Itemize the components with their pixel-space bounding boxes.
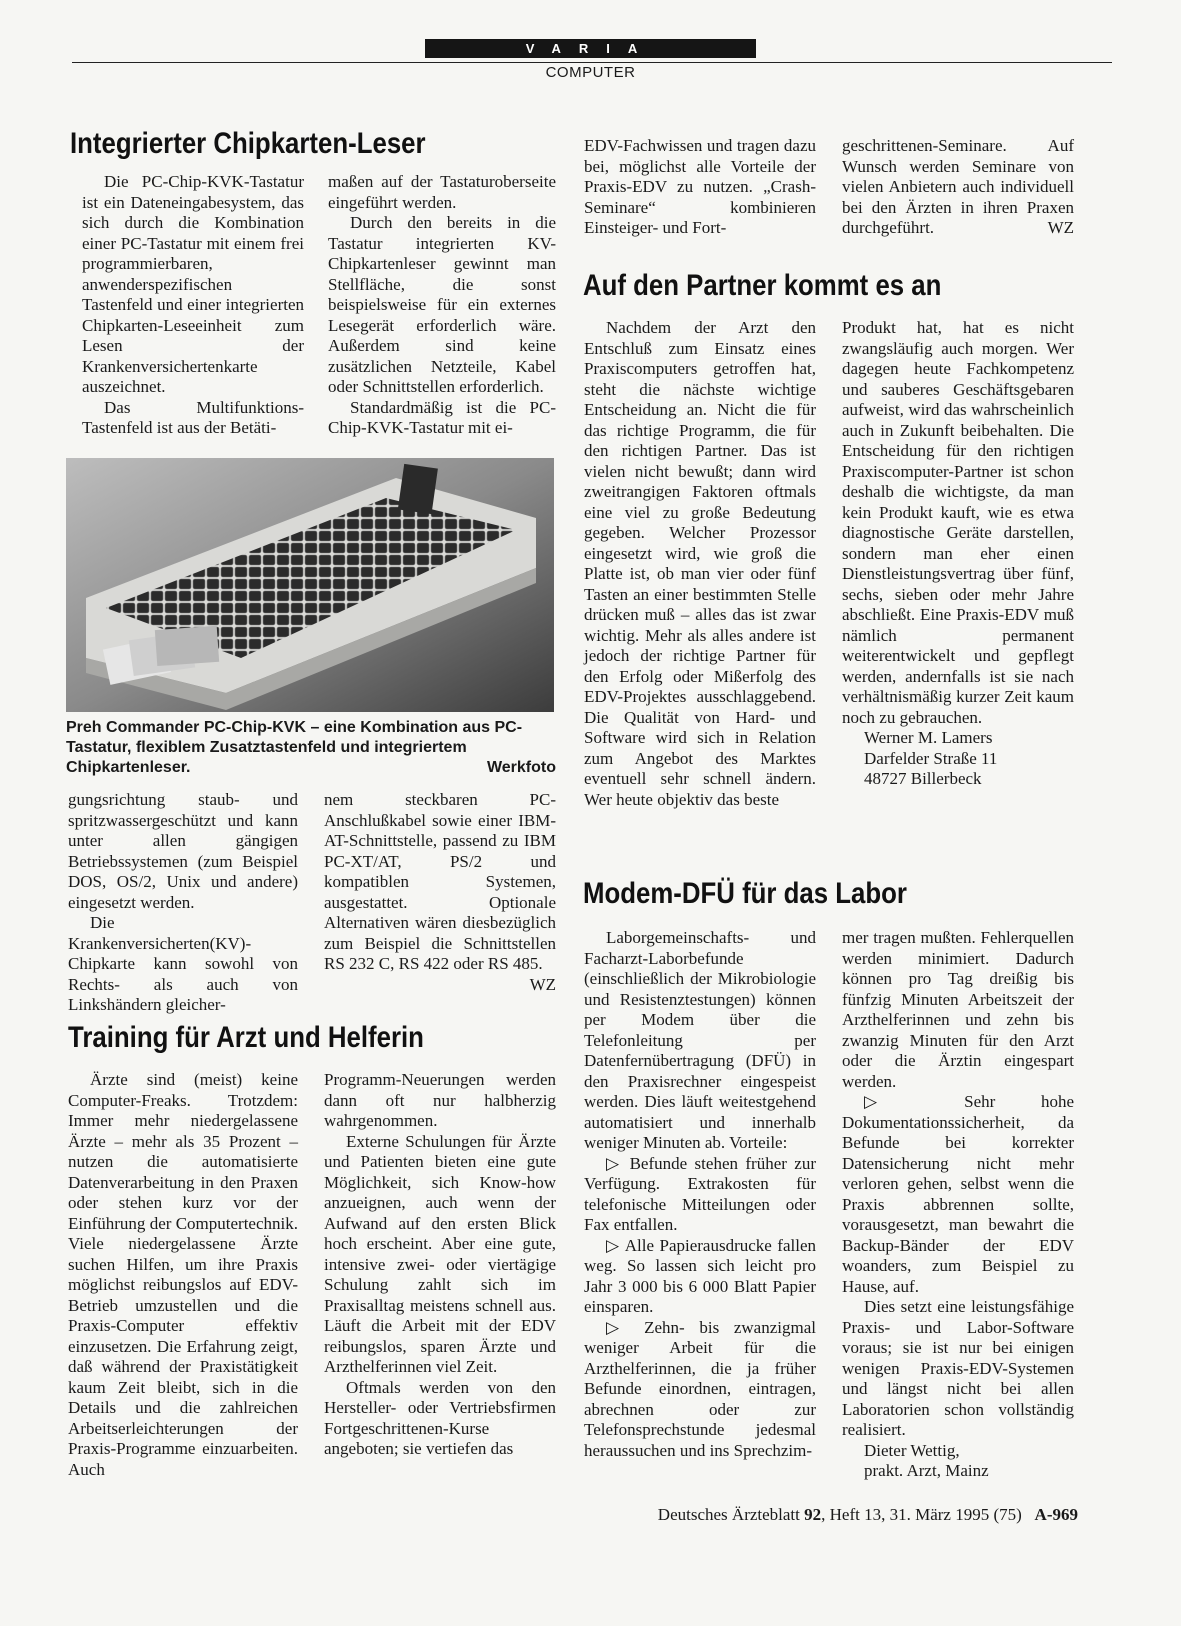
journal-issue: , Heft 13, 31. März 1995 (75) bbox=[821, 1505, 1022, 1524]
paragraph: Oftmals werden von den Hersteller- oder Vertriebsfirmen Fortgeschrittenen-Kurse angeboten; sie vertiefen das bbox=[324, 1377, 556, 1458]
paragraph: Nachdem der Arzt den Entschluß zum Einsatz eines Praxiscomputers getroffen hat, steht die nächste wichtige Entscheidung an. Nicht die für das richtige Programm, die für den richtigen Partner. Das ist vielen nicht bewußt; dann wird zweitrangigen Faktoren oftmals eine viel zu große Bedeutung gegeben. Welcher Prozessor eingesetzt wird, wie groß die Platte ist, ob man vier oder fünf Tasten an einer bestimmten Stelle drücken muß – alles das ist zwar wichtig. Mehr als alles andere ist jedoch der richtige Partner für den Erfolg oder Mißerfolg des EDV-Projektes ausschlaggebend. Die Qualität von Hard- und Software wird sich in Relation zum Angebot des Marktes eventuell sehr schnell ändern. Wer heute objektiv das beste bbox=[584, 318, 816, 809]
page-footer bbox=[578, 1505, 1078, 1525]
section-label: VARIA bbox=[425, 39, 756, 58]
article-4-signature-name: Dieter Wettig, bbox=[864, 1440, 960, 1460]
header-rule bbox=[72, 62, 1112, 63]
article-2-author: WZ bbox=[1047, 218, 1074, 237]
article-3-signature-city: 48727 Billerbeck bbox=[864, 769, 982, 788]
paragraph: Externe Schulungen für Ärzte und Patienten bieten eine gute Möglichkeit, sich Know-how anzueignen, auch wenn der Aufwand auf den ersten Blick hoch erscheint. Aber eine gute, intensive zwei- oder viertägige Schulung zahlt sich im Praxisalltag meistens schnell aus. Läuft die Arbeit mit der EDV reibungslos, sparen Ärzte und Arzthelferinnen viel Zeit. bbox=[324, 1131, 556, 1376]
paragraph: gungsrichtung staub- und spritzwassergeschützt und kann unter allen gängigen Betriebssystemen (zum Beispiel DOS, OS/2, Unix und andere) eingesetzt werden. bbox=[68, 790, 298, 912]
article-4-col-2 bbox=[842, 928, 1074, 1482]
article-3-signature-name: Werner M. Lamers bbox=[864, 728, 993, 747]
paragraph: ▷ Alle Papierausdrucke fallen weg. So lassen sich leicht pro Jahr 3 000 bis 6 000 Blatt Papier einsparen. bbox=[584, 1235, 816, 1316]
caption-text: Preh Commander PC-Chip-KVK – eine Kombination aus PC-Tastatur, flexiblem Zusatztastenfeld und integriertem Chipkartenleser. bbox=[66, 719, 523, 776]
paragraph: maßen auf der Tastaturoberseite eingeführt werden. bbox=[328, 172, 556, 212]
paragraph: geschrittenen-Seminare. Auf Wunsch werden Seminare von vielen Anbietern auch individuell bei den Ärzten in ihren Praxen durchgeführt. bbox=[842, 136, 1074, 237]
article-3-col-1 bbox=[584, 318, 816, 810]
paragraph: Laborgemeinschafts- und Facharzt-Laborbefunde (einschließlich der Mikrobiologie und Resistenztestungen) können per Modem über die Telefonleitung per Datenfernübertragung (DFÜ) in den Praxisrechner eingespeist werden. Dies läuft weitestgehend automatisiert und innerhalb weniger Minuten ab. Vorteile: bbox=[584, 928, 816, 1152]
article-2-col-2 bbox=[324, 1070, 556, 1460]
keyboard-illustration bbox=[66, 458, 554, 712]
photo-credit: Werkfoto bbox=[486, 759, 556, 776]
paragraph: EDV-Fachwissen und tragen dazu bei, möglichst alle Vorteile der Praxis-EDV zu nutzen. „Crash-Seminare“ kombinieren Einsteiger- und Fort- bbox=[584, 136, 816, 237]
journal-volume: 92 bbox=[804, 1505, 822, 1524]
paragraph: Produkt hat, hat es nicht zwangsläufig auch morgen. Wer dagegen heute Fachkompetenz und sauberes Geschäftsgebaren aufweist, wird das wahrscheinlich auch in Zukunft beibehalten. Die Entscheidung für den richtigen Praxiscomputer-Partner ist schon deshalb die wichtigste, da man kein Produkt kauft, wie es etwa diagnostische Geräte darstellen, sondern man eher einen Dienstleistungsvertrag über fünf, sechs, sieben oder mehr Jahre abschließt. Eine Praxis-EDV muß nämlich permanent weiterentwickelt und gepflegt werden, andernfalls ist sie nach verhältnismäßig kurzer Zeit kaum noch zu gebrauchen. bbox=[842, 318, 1074, 727]
paragraph: mer tragen mußten. Fehlerquellen werden minimiert. Dadurch können pro Tag dreißig bis fünfzig Minuten Arbeitszeit der Arzthelferinnen und zehn bis zwanzig Minuten für den Arzt oder die Ärztin eingespart werden. bbox=[842, 928, 1074, 1091]
subsection-label: COMPUTER bbox=[545, 64, 636, 81]
paragraph: nem steckbaren PC-Anschlußkabel sowie einer IBM-AT-Schnittstelle, passend zu IBM PC-XT/AT, PS/2 und kompatiblen Systemen, ausgestattet. Optionale Alternativen wären diesbezüglich zum Beispiel die Schnittstellen RS 232 C, RS 422 oder RS 485. bbox=[324, 790, 556, 973]
keyboard-photo bbox=[66, 458, 554, 712]
article-4-headline: Modem-DFÜ für das Labor bbox=[583, 877, 907, 910]
article-3-headline: Auf den Partner kommt es an bbox=[583, 269, 942, 302]
article-2-col-1 bbox=[68, 1070, 298, 1480]
page-number: A-969 bbox=[1034, 1505, 1078, 1524]
article-4-col-1 bbox=[584, 928, 816, 1461]
article-1-col-4 bbox=[324, 790, 556, 995]
article-1-headline: Integrierter Chipkarten-Leser bbox=[70, 127, 426, 160]
paragraph: ▷ Befunde stehen früher zur Verfügung. Extrakosten für telefonische Mitteilungen oder Fax entfallen. bbox=[584, 1153, 816, 1234]
article-3-col-2 bbox=[842, 318, 1074, 790]
article-1-author: WZ bbox=[529, 974, 556, 994]
paragraph: Durch den bereits in die Tastatur integrierten KV-Chipkartenleser gewinnt man Stellfläche, die sonst beispielsweise für ein externes Lesegerät erforderlich wäre. Außerdem sind keine zusätzlichen Netzteile, Kabel oder Schnittstellen erforderlich. bbox=[328, 213, 556, 396]
photo-caption bbox=[66, 718, 556, 778]
article-2-col-4 bbox=[842, 136, 1074, 239]
article-1-col-1 bbox=[82, 172, 304, 439]
paragraph: Die Krankenversicherten(KV)-Chipkarte kann sowohl von Rechts- als auch von Linkshändern gleicher- bbox=[68, 913, 298, 1014]
article-2-headline: Training für Arzt und Helferin bbox=[68, 1021, 424, 1054]
paragraph: Programm-Neuerungen werden dann oft nur halbherzig wahrgenommen. bbox=[324, 1070, 556, 1130]
article-2-col-3 bbox=[584, 136, 816, 239]
article-3-signature-street: Darfelder Straße 11 bbox=[864, 748, 998, 768]
paragraph: ▷ Sehr hohe Dokumentationssicherheit, da Befunde bei korrekter Datensicherung nicht mehr verloren gehen, selbst wenn die Praxis abbrennen sollte, vorausgesetzt, man bewahrt die Backup-Bänder der EDV woanders, zum Beispiel zu Hause, auf. bbox=[842, 1092, 1074, 1296]
paragraph: Die PC-Chip-KVK-Tastatur ist ein Dateneingabesystem, das sich durch die Kombination einer PC-Tastatur mit einem frei programmierbaren, anwenderspezifischen Tastenfeld und einer integrierten Chipkarten-Leseeinheit zum Lesen der Krankenversichertenkarte auszeichnet. bbox=[82, 172, 304, 396]
paragraph: Ärzte sind (meist) keine Computer-Freaks. Trotzdem: Immer mehr niedergelassene Ärzte – mehr als 35 Prozent – nutzen die automatisierte Datenverarbeitung in den Praxen oder stehen kurz vor der Einführung der Computertechnik. Viele niedergelassene Ärzte suchen Hilfen, um ihre Praxis möglichst reibungslos auf EDV-Betrieb umzustellen und die Praxis-Computer effektiv einzusetzen. Die Erfahrung zeigt, daß während der Praxistätigkeit kaum Zeit bleibt, sich in die Details und die zahlreichen Arbeitserleichterungen der Praxis-Programme einzuarbeiten. Auch bbox=[68, 1070, 298, 1479]
paragraph: Das Multifunktions-Tastenfeld ist aus der Betäti- bbox=[82, 397, 304, 437]
article-1-col-2 bbox=[328, 172, 556, 439]
article-4-signature-title: prakt. Arzt, Mainz bbox=[864, 1461, 989, 1480]
paragraph: Standardmäßig ist die PC-Chip-KVK-Tastatur mit ei- bbox=[328, 397, 556, 437]
paragraph: Dies setzt eine leistungsfähige Praxis- und Labor-Software voraus; sie ist nur bei einigen wenigen Praxis-EDV-Systemen und längst nicht bei allen Laboratorien schon vollständig realisiert. bbox=[842, 1297, 1074, 1439]
article-1-col-3 bbox=[68, 790, 298, 1016]
paragraph: ▷ Zehn- bis zwanzigmal weniger Arbeit für die Arzthelferinnen, die ja früher Befunde einordnen, eintragen, abrechnen oder zur Telefonsprechstunde jedesmal heraussuchen und ins Sprechzim- bbox=[584, 1317, 816, 1460]
journal-name: Deutsches Ärzteblatt bbox=[657, 1505, 800, 1524]
